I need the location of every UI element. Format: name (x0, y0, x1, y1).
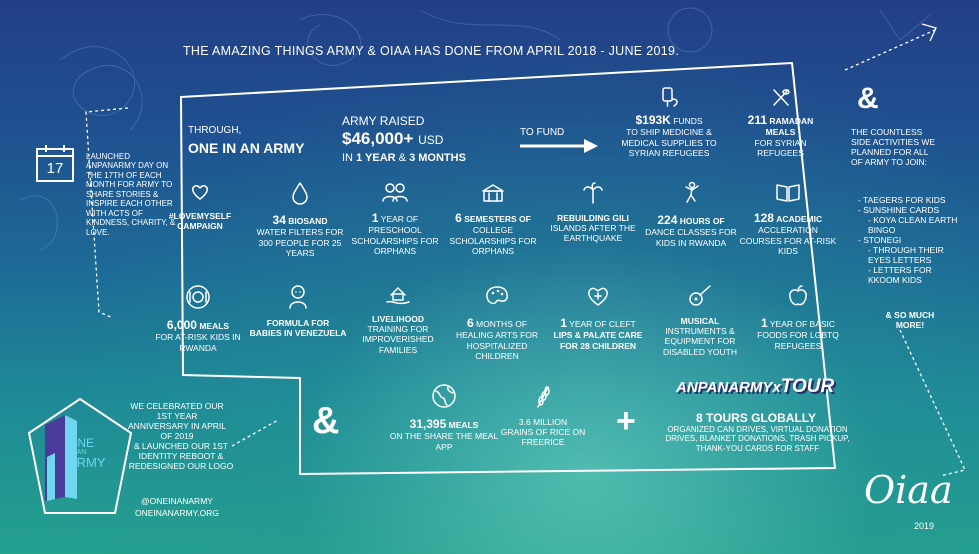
college-icon (480, 181, 506, 203)
item-preschool (345, 181, 445, 256)
item-text: CAMPAIGN (177, 221, 223, 232)
item-text: DANCE CLASSES FOR KIDS IN RWANDA (645, 227, 737, 248)
house-hand-icon (385, 284, 411, 306)
item-text: INSTRUMENTS & EQUIPMENT FOR DISABLED YOUTH (662, 326, 737, 357)
item-text: FOODS FOR LGBTQ REFUGEES (757, 330, 839, 351)
anniversary-text: WE CELEBRATED OUR 1ST YEAR ANNIVERSARY IN APRIL OF 2019 (128, 401, 226, 442)
logo-line1: ONE (68, 436, 95, 450)
item-freerice (493, 383, 593, 448)
fund-syria-medical (614, 86, 724, 158)
item-value: 34 (272, 213, 286, 227)
item-text: LIPS & PALATE CARE FOR 28 CHILDREN (553, 330, 643, 351)
social-handle: @ONEINANARMY (141, 496, 213, 506)
item-unit: REBUILDING GILI (557, 213, 629, 223)
signature-year: 2019 (914, 521, 935, 531)
raised-amount (342, 129, 443, 149)
side-item: - SUNSHINE CARDS (858, 205, 940, 216)
water-drop-icon (289, 181, 311, 205)
medical-heart-icon (585, 284, 611, 308)
fund-ramadan-meals (733, 86, 828, 158)
fund-text: FOR SYRIAN REFUGEES (754, 137, 807, 158)
item-unit: HOURS OF (679, 216, 725, 226)
item-unit: BIOSAND (288, 216, 328, 226)
tour-count: 8 TOURS GLOBALLY (695, 411, 817, 425)
tour-logo-part2: TOUR (780, 376, 835, 397)
tour-text: ORGANIZED CAN DRIVES, VIRTUAL DONATION DRIVES, BLANKET DONATIONS, TRASH PICKUP, THANK-YOU CARDS FOR STAFF (665, 425, 850, 453)
item-text: WATER FILTERS FOR 300 PEOPLE FOR 25 YEARS (256, 227, 344, 258)
logo-line3: ARMY (68, 455, 106, 470)
item-unit: YEAR OF BASIC (769, 319, 836, 329)
item-basic-foods (748, 284, 848, 351)
item-unit: ACADEMIC (776, 214, 823, 224)
org-name: ONE IN AN ARMY (188, 140, 305, 156)
heart-hand-icon (188, 181, 212, 203)
side-item: - STONEGI (858, 235, 902, 246)
side-item: - LETTERS FOR KKOOM KIDS (868, 265, 932, 286)
reboot-text: & LAUNCHED OUR 1ST IDENTITY REBOOT & REDESIGNED OUR LOGO (128, 441, 234, 472)
globe-icon (431, 383, 457, 409)
people-icon (381, 181, 409, 203)
item-unit: MONTHS OF (476, 319, 528, 329)
item-baby-formula (248, 284, 348, 338)
palette-icon (484, 284, 510, 308)
fund-text: TO SHIP MEDICINE & MEDICAL SUPPLIES TO SYRIAN REFUGEES (621, 127, 717, 158)
side-more: & SO MUCH MORE! (885, 310, 935, 331)
period-prefix: IN (342, 152, 353, 164)
item-dance-classes (641, 181, 741, 248)
period-years: 1 YEAR (356, 152, 396, 164)
item-unit: SEMESTERS OF (464, 214, 531, 224)
item-unit: MUSICAL (680, 316, 720, 326)
item-meals-rwanda (148, 284, 248, 353)
item-livelihood (348, 284, 448, 355)
item-value: 1 (760, 316, 768, 330)
item-college (443, 181, 543, 256)
item-value: 31,395 (409, 417, 447, 431)
signature-text: Oiaa (864, 468, 953, 512)
fund-value: $193K (635, 113, 671, 127)
raised-period (342, 152, 466, 165)
amount-value: $46,000+ (342, 129, 414, 148)
arrow-right-icon (518, 137, 600, 155)
side-list (858, 195, 958, 285)
dancer-icon (680, 181, 702, 205)
side-item: - TAEGERS FOR KIDS (858, 195, 946, 205)
period-months: 3 MONTHS (409, 152, 466, 164)
plate-icon (185, 284, 211, 310)
item-lovemyself (150, 181, 250, 231)
side-ampersand: & (857, 82, 879, 115)
item-value: #LOVEMYSELF (168, 211, 232, 221)
palm-tree-icon (581, 181, 605, 205)
item-gili-islands (543, 181, 643, 244)
item-value: 1 (560, 316, 567, 330)
item-unit: YEAR OF CLEFT (569, 319, 636, 329)
tour-logo-part1: ANPANARMYx (676, 379, 781, 396)
period-amp: & (398, 152, 407, 164)
item-text: ON THE SHARE THE MEAL APP (389, 431, 499, 452)
fork-spoon-icon (770, 86, 792, 108)
item-unit: MEALS (448, 420, 479, 430)
item-value: 1 (371, 211, 379, 225)
item-music-instruments (650, 284, 750, 357)
anpanarmy-day-text: LAUNCHED ANPANARMY DAY ON THE 17TH OF EACH MONTH FOR ARMY TO SHARE STORIES & INSPIRE EACH OTHER WITH ACTS OF KINDNESS, CHARITY, & LOVE. (86, 152, 176, 237)
item-text: HEALING ARTS FOR HOSPITALIZED CHILDREN (455, 330, 539, 361)
logo-text (68, 437, 106, 469)
item-value: 224 (657, 213, 678, 227)
side-item: - THROUGH THEIR EYES LETTERS (868, 245, 944, 266)
baby-icon (286, 284, 310, 310)
book-icon (775, 181, 801, 203)
item-value: 6,000 (166, 318, 197, 332)
tour-logo (676, 376, 834, 398)
item-unit: LIVELIHOOD (372, 314, 424, 324)
item-value: 6 (455, 211, 462, 225)
iv-bag-icon (659, 86, 679, 108)
to-fund-label: TO FUND (520, 127, 565, 138)
item-text: FOR AT-RISK KIDS IN RWANDA (155, 332, 241, 353)
header-title: THE AMAZING THINGS ARMY & OIAA HAS DONE FROM APRIL 2018 - JUNE 2019. (183, 44, 679, 58)
wheat-icon (532, 383, 554, 409)
fund-value: 211 (747, 113, 768, 127)
item-text: GRAINS OF RICE ON FREERICE (500, 427, 586, 448)
item-text: ISLANDS AFTER THE EARTHQUAKE (550, 223, 636, 244)
row3-plus: + (616, 402, 636, 440)
item-value: 3.6 MILLION (518, 417, 568, 427)
calendar-day: 17 (46, 160, 64, 177)
guitar-icon (686, 284, 714, 308)
item-share-the-meal (389, 383, 499, 452)
item-unit: MEALS (199, 321, 230, 331)
item-text: ACCLERATION COURSES FOR AT-RISK KIDS (739, 225, 837, 256)
item-text: PRESCHOOL SCHOLARSHIPS FOR ORPHANS (351, 225, 439, 256)
item-water-filters (250, 181, 350, 258)
item-cleft-care (548, 284, 648, 351)
item-value: 6 (466, 316, 474, 330)
website-link[interactable]: ONEINANARMY.ORG (135, 508, 219, 518)
item-unit: YEAR OF (380, 214, 419, 224)
fund-unit: FUNDS (673, 116, 703, 126)
item-value: 128 (753, 211, 774, 225)
item-academic-courses (738, 181, 838, 256)
item-text: TRAINING FOR IMPROVERISHED FAMILIES (362, 324, 434, 355)
item-healing-arts (447, 284, 547, 361)
item-text: COLLEGE SCHOLARSHIPS FOR ORPHANS (449, 225, 537, 256)
army-raised-label: ARMY RAISED (342, 114, 425, 128)
item-unit: FORMULA FOR (266, 318, 330, 328)
side-item: - KOYA CLEAN EARTH BINGO (868, 215, 958, 236)
row3-ampersand: & (312, 400, 340, 442)
through-label: THROUGH, (188, 125, 242, 136)
fund-unit: RAMADAN MEALS (765, 116, 814, 138)
side-intro: THE COUNTLESS SIDE ACTIVITIES WE PLANNED FOR ALL OF ARMY TO JOIN: (851, 127, 936, 168)
amount-currency: USD (418, 133, 444, 147)
apple-icon (787, 284, 809, 308)
item-text: BABIES IN VENEZUELA (249, 328, 347, 339)
logo-line2: IN AN (68, 449, 87, 456)
